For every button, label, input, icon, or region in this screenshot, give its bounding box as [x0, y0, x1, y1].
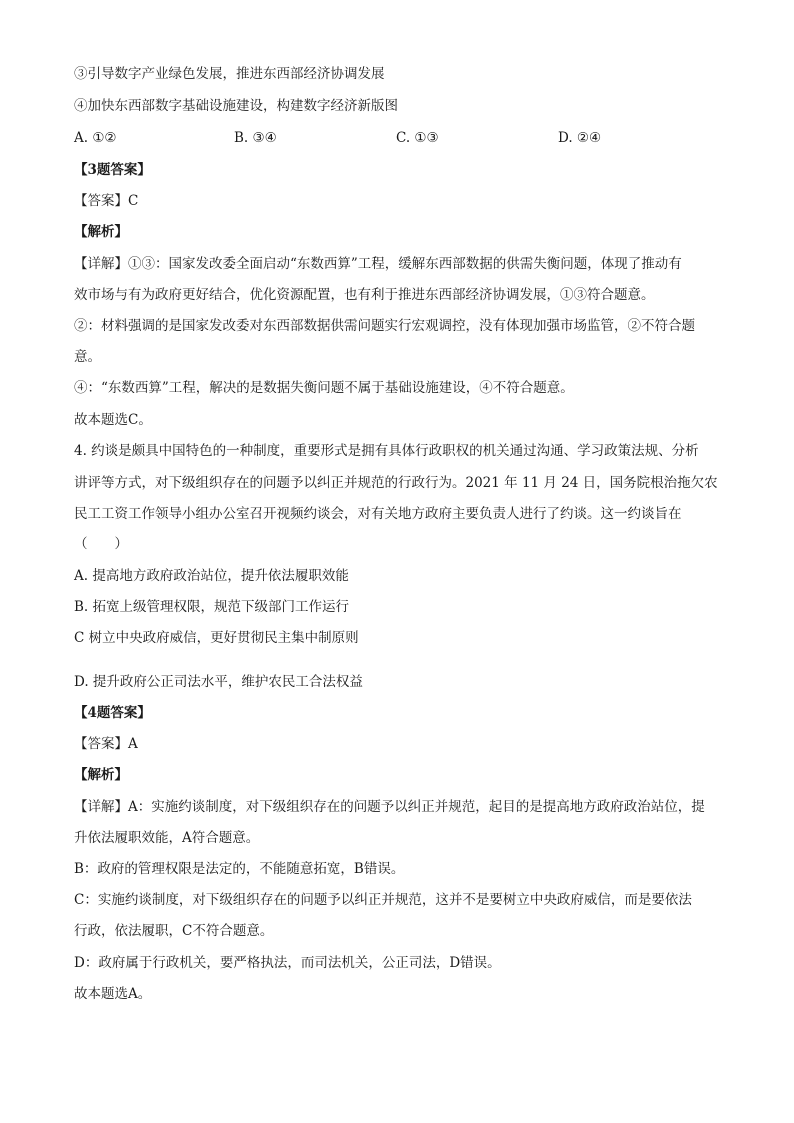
- q4-stem-line-3: 民工工资工作领导小组办公室召开视频约谈会，对有关地方政府主要负责人进行了约谈。这一约谈旨在: [74, 506, 682, 522]
- q4-answer: 【答案】A: [74, 736, 138, 752]
- q4-detail-line-6: D：政府属于行政机关，要严格执法，而司法机关，公正司法，D错误。: [74, 955, 501, 971]
- q3-statement-4: ④加快东西部数字基础设施建设，构建数字经济新版图: [74, 98, 398, 114]
- q3-detail-line-2: 效市场与有为政府更好结合，优化资源配置，也有利于推进东西部经济协调发展，①③符合题意。: [74, 287, 655, 303]
- q3-detail-line-1: 【详解】①③：国家发改委全面启动“东数西算”工程，缓解东西部数据的供需失衡问题，体现了推动有: [74, 256, 682, 272]
- q3-answer: 【答案】C: [74, 193, 139, 209]
- q3-analysis-header: 【解析】: [74, 224, 128, 240]
- q3-detail-line-5: ④：“东数西算”工程，解决的是数据失衡问题不属于基础设施建设，④不符合题意。: [74, 380, 574, 396]
- q4-detail-line-2: 升依法履职效能，A符合题意。: [74, 830, 260, 846]
- q4-option-c: C 树立中央政府威信，更好贯彻民主集中制原则: [74, 630, 359, 646]
- q4-answer-paren: （ ）: [74, 536, 128, 552]
- q4-conclusion: 故本题选A。: [74, 986, 152, 1002]
- q4-detail-line-3: B：政府的管理权限是法定的，不能随意拓宽，B错误。: [74, 861, 405, 877]
- q3-option-a: A. ①②: [74, 130, 117, 146]
- q3-detail-line-4: 意。: [74, 349, 101, 365]
- q4-detail-line-5: 行政，依法履职，C不符合题意。: [74, 923, 274, 939]
- q3-option-b: B. ③④: [234, 130, 277, 146]
- q3-option-c: C. ①③: [396, 130, 439, 146]
- q4-answer-header: 【4题答案】: [74, 705, 151, 721]
- q3-options: [74, 128, 724, 148]
- q4-detail-line-4: C：实施约谈制度，对下级组织存在的问题予以纠正并规范，这并不是要树立中央政府威信，而是要依法: [74, 892, 692, 908]
- q4-stem-line-1: 4. 约谈是颇具中国特色的一种制度，重要形式是拥有具体行政职权的机关通过沟通、学习政策法规、分析: [74, 443, 699, 459]
- q4-stem-line-2: 讲评等方式，对下级组织存在的问题予以纠正并规范的行政行为。2021 年 11 月 24 日，国务院根治拖欠农: [74, 475, 718, 491]
- q4-option-d: D. 提升政府公正司法水平，维护农民工合法权益: [74, 674, 363, 690]
- q4-analysis-header: 【解析】: [74, 767, 128, 783]
- q4-option-a: A. 提高地方政府政治站位，提升依法履职效能: [74, 568, 349, 584]
- q3-option-d: D. ②④: [558, 130, 602, 146]
- q3-conclusion: 故本题选C。: [74, 412, 152, 428]
- q3-answer-header: 【3题答案】: [74, 162, 151, 178]
- q3-detail-line-3: ②：材料强调的是国家发改委对东西部数据供需问题实行宏观调控，没有体现加强市场监管，②不符合题: [74, 318, 695, 334]
- q4-option-b: B. 拓宽上级管理权限，规范下级部门工作运行: [74, 599, 350, 615]
- q4-detail-line-1: 【详解】A：实施约谈制度，对下级组织存在的问题予以纠正并规范，起目的是提高地方政府政治站位，提: [74, 799, 705, 815]
- q3-statement-3: ③引导数字产业绿色发展，推进东西部经济协调发展: [74, 66, 385, 82]
